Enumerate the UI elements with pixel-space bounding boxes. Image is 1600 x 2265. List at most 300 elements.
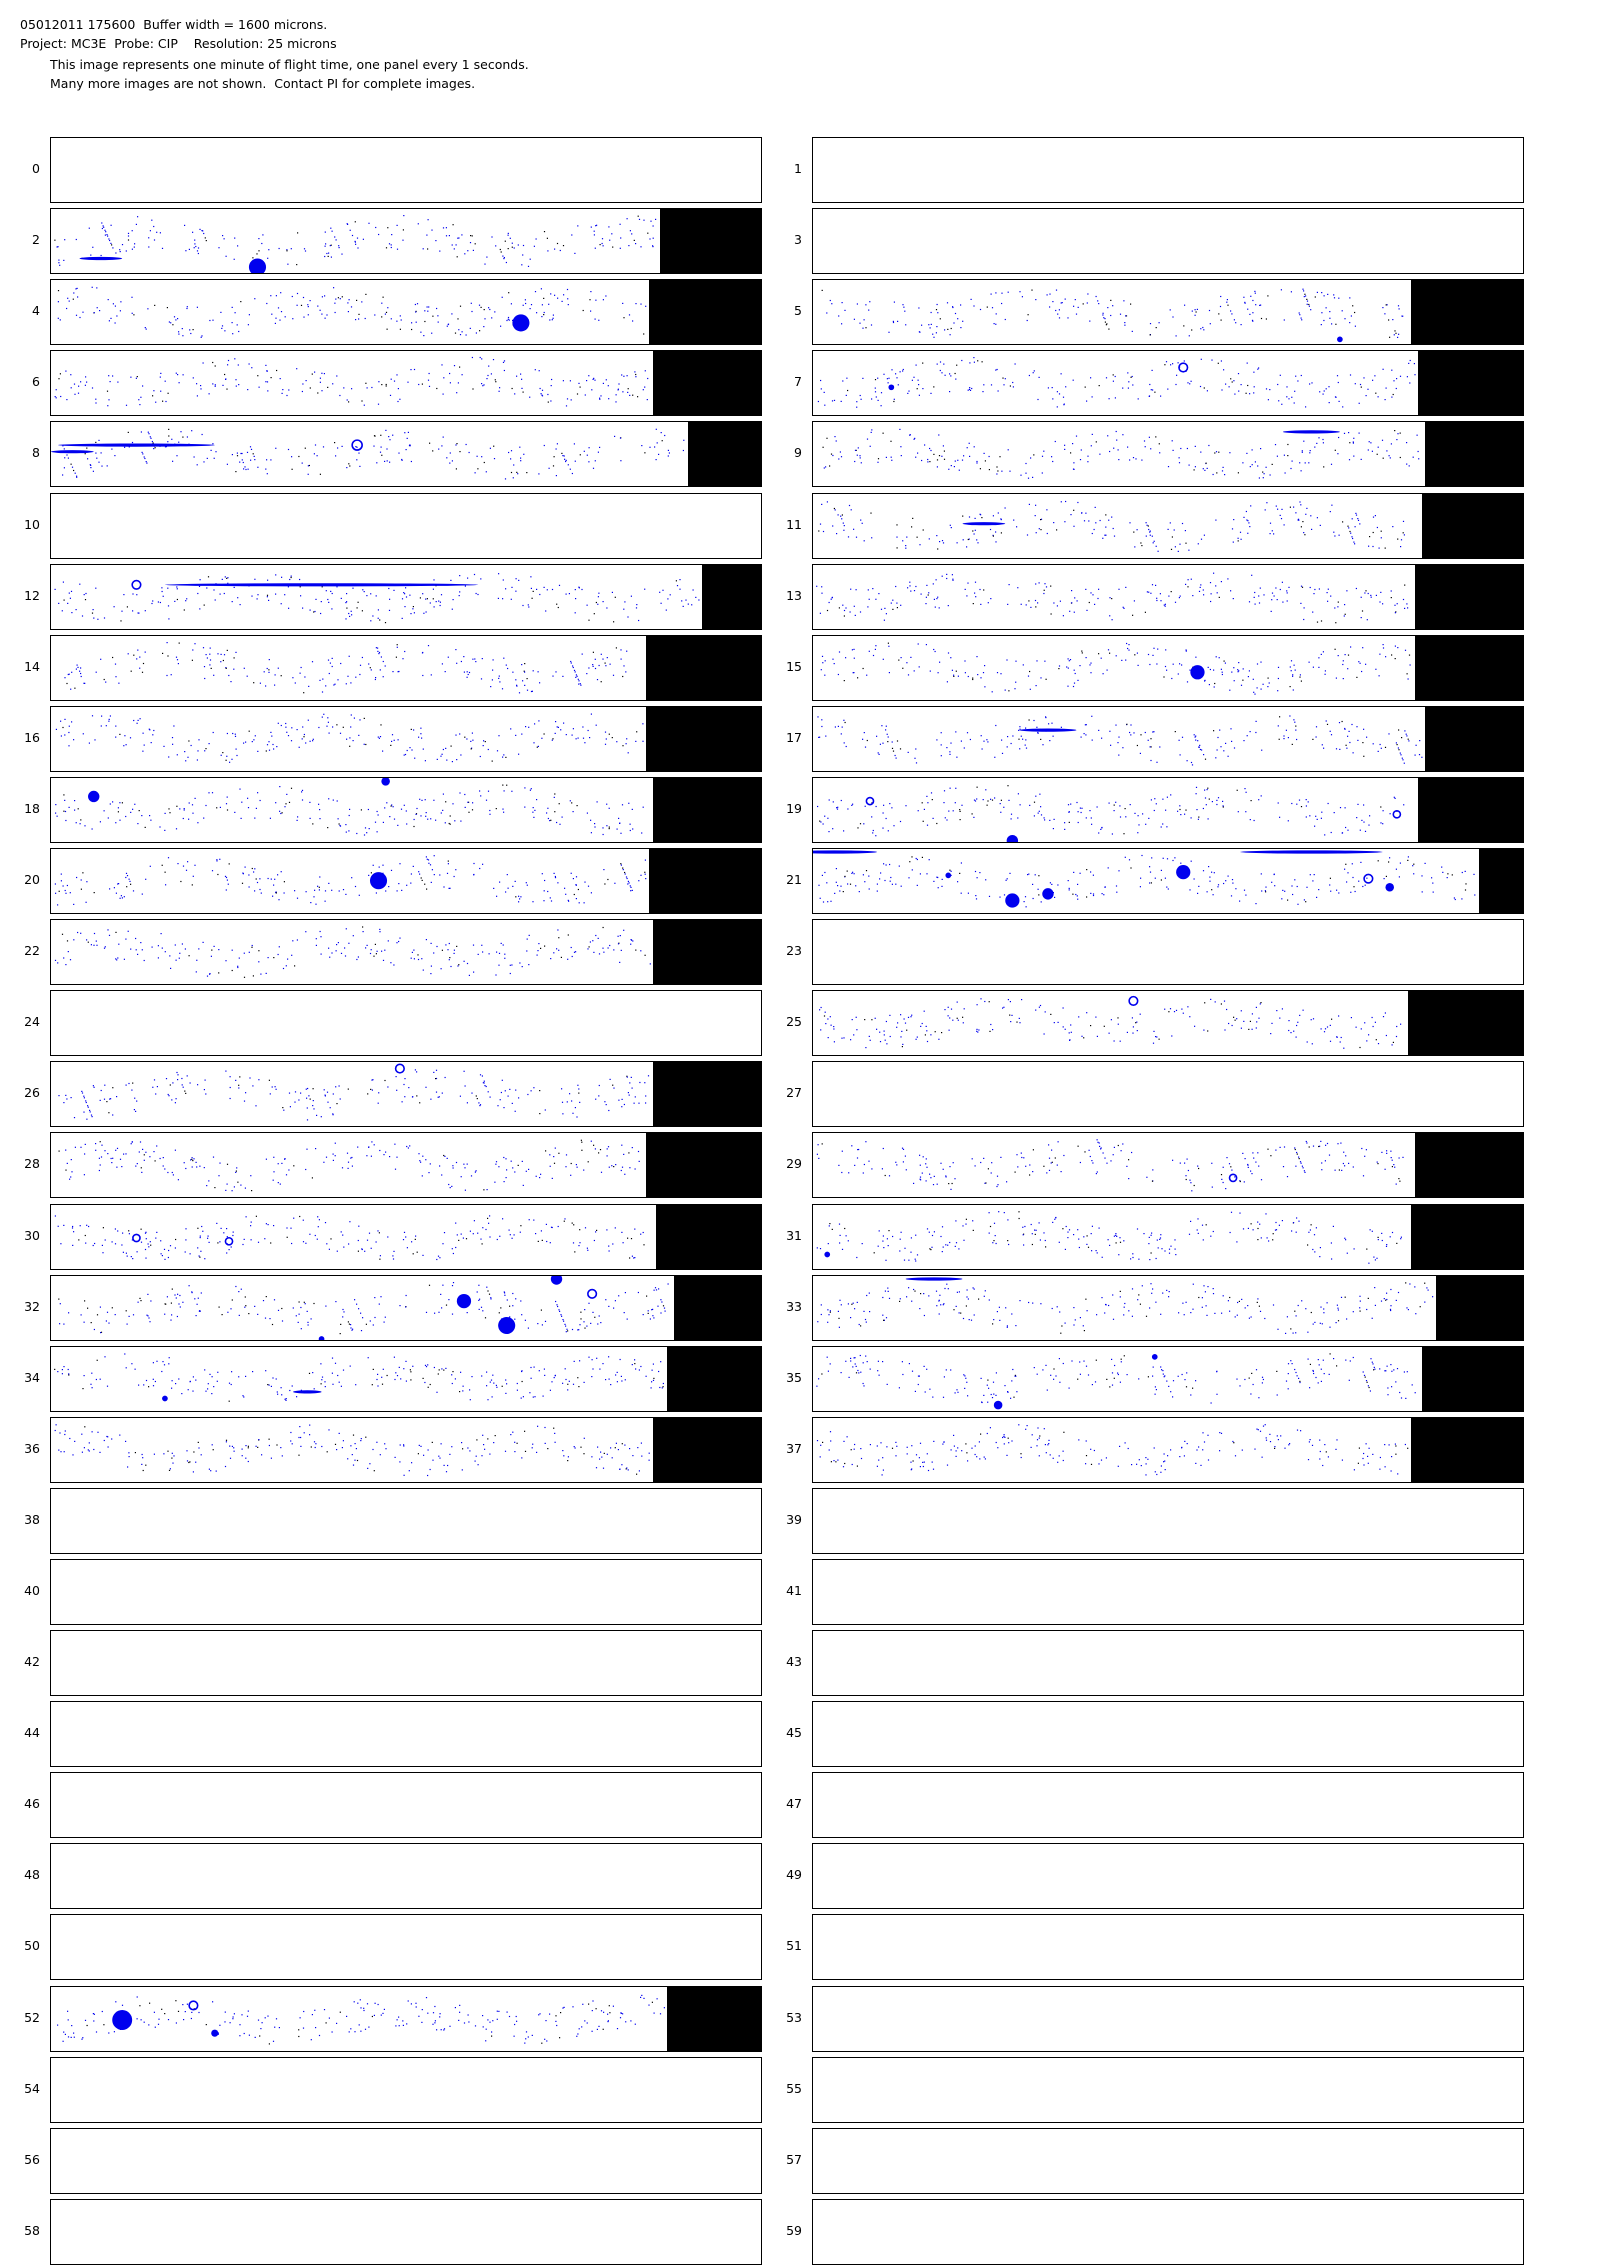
particle-dot	[1339, 401, 1340, 402]
particle-dot	[380, 452, 381, 453]
particle-dot	[872, 588, 873, 589]
particle-dot	[1151, 882, 1152, 883]
particle-dot	[1109, 803, 1110, 804]
particle-dot	[1092, 740, 1093, 741]
particle-dot	[629, 1095, 630, 1096]
particle-dot	[478, 1102, 479, 1103]
particle-dot	[1090, 871, 1091, 872]
particle-dot	[375, 679, 376, 680]
particle-dot	[877, 891, 878, 892]
particle-dot	[303, 736, 304, 737]
particle-dot	[313, 896, 314, 897]
particle-dot	[1028, 314, 1029, 315]
particle-dot	[1408, 740, 1409, 741]
particle-dot	[1349, 442, 1350, 443]
particle-dot	[1173, 664, 1174, 665]
particle-dot	[1144, 440, 1145, 441]
particle-dot	[459, 575, 460, 576]
particle-dot	[323, 714, 324, 715]
particle-dot	[856, 537, 857, 538]
particle-dot	[1290, 468, 1291, 469]
particle-dot	[1372, 1017, 1373, 1018]
particle-dot	[1063, 404, 1064, 405]
particle-dot	[557, 443, 558, 444]
particle-dot	[886, 613, 887, 614]
particle-dot	[349, 809, 350, 810]
particle-dot	[1164, 1009, 1165, 1010]
particle-dot	[167, 642, 168, 643]
particle-dot	[597, 604, 598, 605]
particle-dot	[151, 220, 152, 221]
particle-dot	[1394, 330, 1395, 331]
particle-dot	[1280, 375, 1281, 376]
particle-dot	[441, 445, 442, 446]
particle-dot	[865, 1047, 866, 1048]
particle-dot	[117, 957, 118, 958]
particle-dot	[1206, 463, 1207, 464]
particle-dot	[297, 820, 298, 821]
particle-dot	[421, 738, 422, 739]
particle-dot	[1149, 866, 1150, 867]
particle-dot	[1331, 734, 1332, 735]
particle-dot	[1242, 680, 1243, 681]
particle-dot	[445, 801, 446, 802]
particle-image	[51, 565, 702, 630]
particle-dot	[842, 605, 843, 606]
particle-dot	[916, 365, 917, 366]
particle-dot	[387, 329, 388, 330]
particle-dot	[431, 230, 432, 231]
particle-dot	[244, 953, 245, 954]
particle-dot	[404, 755, 405, 756]
particle-dot	[284, 594, 285, 595]
particle-dot	[1425, 863, 1426, 864]
particle-dot	[241, 818, 242, 819]
particle-dot	[333, 287, 334, 288]
particle-dot	[1297, 1022, 1298, 1023]
particle-dot	[620, 833, 621, 834]
particle-dot	[1199, 591, 1200, 592]
particle-dot	[1366, 1040, 1367, 1041]
particle-dot	[1239, 901, 1240, 902]
particle-dot	[1338, 892, 1339, 893]
particle-dot	[1119, 805, 1120, 806]
particle-dot	[167, 307, 168, 308]
particle-dot	[418, 384, 419, 385]
particle-dot	[502, 1080, 503, 1081]
particle-dot	[531, 588, 532, 589]
particle-dot	[397, 890, 398, 891]
particle-dot	[76, 477, 77, 478]
particle-dot	[1369, 536, 1370, 537]
particle-dot	[1308, 462, 1309, 463]
particle-dot	[556, 475, 557, 476]
particle-dot	[524, 663, 525, 664]
particle-dot	[481, 358, 482, 359]
particle-dot	[229, 863, 230, 864]
particle-dot	[1408, 856, 1409, 857]
particle-dot	[645, 874, 646, 875]
particle-dot	[268, 249, 269, 250]
particle-dot	[420, 728, 421, 729]
particle-dot	[987, 741, 988, 742]
particle-dot	[900, 371, 901, 372]
particle-dot	[482, 951, 483, 952]
particle-dot	[1355, 383, 1356, 384]
particle-dot	[1171, 591, 1172, 592]
particle-dot	[1409, 465, 1410, 466]
particle-dot	[501, 943, 502, 944]
particle-dot	[1107, 307, 1108, 308]
particle-dot	[56, 389, 57, 390]
particle-dot	[1008, 449, 1009, 450]
particle-dot	[277, 874, 278, 875]
particle-dot	[1355, 526, 1356, 527]
particle-dot	[150, 436, 151, 437]
particle-dot	[504, 954, 505, 955]
particle-dot	[376, 462, 377, 463]
particle-dot	[397, 249, 398, 250]
particle-dot	[855, 615, 856, 616]
particle-dot	[178, 442, 179, 443]
particle-dot	[1233, 667, 1234, 668]
particle-dot	[1155, 878, 1156, 879]
particle-dot	[824, 467, 825, 468]
particle-dot	[849, 505, 850, 506]
particle-dot	[837, 885, 838, 886]
particle-dot	[134, 1109, 135, 1110]
particle-dot	[891, 603, 892, 604]
particle-dot	[1356, 726, 1357, 727]
particle-dot	[937, 548, 938, 549]
particle-dot	[654, 446, 655, 447]
particle-dot	[189, 802, 190, 803]
particle-dot	[1039, 528, 1040, 529]
particle-dot	[168, 808, 169, 809]
particle-dot	[430, 1099, 431, 1100]
particle-dot	[1231, 741, 1232, 742]
particle-dot	[480, 357, 481, 358]
particle-dot	[938, 672, 939, 673]
particle-dot	[109, 320, 110, 321]
particle-dot	[605, 732, 606, 733]
particle-dot	[310, 1099, 311, 1100]
particle-dot	[443, 377, 444, 378]
particle-dot	[1156, 600, 1157, 601]
particle-dot	[834, 436, 835, 437]
particle-dot	[234, 238, 235, 239]
particle-dot	[1042, 456, 1043, 457]
particle-dot	[384, 807, 385, 808]
particle-dot	[1016, 1022, 1017, 1023]
particle-dot	[329, 733, 330, 734]
particle-dot	[664, 435, 665, 436]
particle-dot	[189, 329, 190, 330]
particle-dot	[1067, 686, 1068, 687]
particle-dot	[426, 856, 427, 857]
particle-dot	[391, 318, 392, 319]
particle-dot	[473, 874, 474, 875]
particle-dot	[339, 825, 340, 826]
particle-dot	[197, 464, 198, 465]
particle-dot	[56, 729, 57, 730]
particle-dot	[924, 1011, 925, 1012]
particle-dot	[235, 734, 236, 735]
particle-dot	[1381, 537, 1382, 538]
particle-dot	[1293, 689, 1294, 690]
particle-ring	[132, 581, 141, 590]
particle-dot	[1219, 597, 1220, 598]
particle-dot	[645, 1102, 646, 1103]
particle-dot	[245, 469, 246, 470]
particle-dot	[1354, 312, 1355, 313]
particle-dot	[488, 791, 489, 792]
particle-dot	[827, 610, 828, 611]
particle-dot	[824, 675, 825, 676]
particle-dot	[1270, 533, 1271, 534]
particle-dot	[145, 652, 146, 653]
particle-dot	[1357, 804, 1358, 805]
particle-dot	[79, 317, 80, 318]
particle-dot	[1303, 1010, 1304, 1011]
particle-dot	[1309, 306, 1310, 307]
particle-dot	[1270, 1033, 1271, 1034]
particle-dot	[78, 386, 79, 387]
particle-dot	[847, 871, 848, 872]
particle-dot	[1279, 739, 1280, 740]
panel-label: 1	[762, 161, 802, 176]
particle-dot	[1041, 901, 1042, 902]
particle-dot	[979, 589, 980, 590]
particle-dot	[438, 601, 439, 602]
particle-dot	[93, 945, 94, 946]
particle-dot	[891, 807, 892, 808]
particle-dot	[1295, 376, 1296, 377]
particle-dot	[963, 1022, 964, 1023]
particle-dot	[1329, 318, 1330, 319]
particle-dot	[1299, 462, 1300, 463]
particle-dot	[411, 749, 412, 750]
particle-dot	[366, 595, 367, 596]
particle-dot	[472, 235, 473, 236]
particle-dot	[986, 739, 987, 740]
particle-dot	[669, 452, 670, 453]
particle-dot	[489, 810, 490, 811]
particle-dot	[1052, 461, 1053, 462]
particle-dot	[1053, 602, 1054, 603]
particle-dot	[1016, 526, 1017, 527]
particle-dot	[458, 382, 459, 383]
particle-dot	[530, 259, 531, 260]
particle-dot	[825, 1023, 826, 1024]
particle-dot	[191, 745, 192, 746]
particle-dot	[315, 444, 316, 445]
particle-dot	[1108, 520, 1109, 521]
particle-dot	[346, 467, 347, 468]
particle-dot	[1211, 889, 1212, 890]
particle-dot	[603, 383, 604, 384]
particle-dot	[206, 654, 207, 655]
particle-dot	[302, 790, 303, 791]
particle-dot	[1012, 735, 1013, 736]
particle-dot	[425, 599, 426, 600]
particle-dot	[249, 363, 250, 364]
particle-dot	[180, 431, 181, 432]
particle-dot	[603, 245, 604, 246]
particle-dot	[598, 596, 599, 597]
particle-dot	[330, 663, 331, 664]
particle-dot	[1394, 605, 1395, 606]
particle-dot	[172, 461, 173, 462]
particle-dot	[980, 514, 981, 515]
panel-label: 5	[762, 303, 802, 318]
particle-dot	[318, 727, 319, 728]
particle-dot	[297, 729, 298, 730]
particle-dot	[1155, 436, 1156, 437]
particle-dot	[949, 373, 950, 374]
particle-dot	[515, 679, 516, 680]
particle-dot	[817, 716, 818, 717]
particle-dot	[1064, 449, 1065, 450]
particle-dot	[80, 819, 81, 820]
particle-dot	[1085, 589, 1086, 590]
particle-dot	[1288, 587, 1289, 588]
particle-dot	[261, 893, 262, 894]
particle-dot	[918, 307, 919, 308]
particle-dot	[641, 832, 642, 833]
particle-dot	[635, 303, 636, 304]
particle-dot	[298, 456, 299, 457]
particle-dot	[1189, 889, 1190, 890]
particle-dot	[346, 601, 347, 602]
particle-dot	[185, 948, 186, 949]
particle-dot	[1148, 740, 1149, 741]
particle-dot	[843, 530, 844, 531]
particle-dot	[547, 589, 548, 590]
particle-dot	[415, 304, 416, 305]
particle-dot	[1107, 435, 1108, 436]
particle-dot	[279, 248, 280, 249]
particle-dot	[1125, 315, 1126, 316]
particle-dot	[1149, 882, 1150, 883]
particle-dot	[297, 305, 298, 306]
particle-dot	[449, 463, 450, 464]
particle-dot	[1217, 749, 1218, 750]
particle-dot	[486, 378, 487, 379]
particle-dot	[447, 873, 448, 874]
particle-dot	[853, 672, 854, 673]
particle-dot	[1396, 742, 1397, 743]
particle-dot	[225, 378, 226, 379]
particle-dot	[68, 951, 69, 952]
particle-dot	[1105, 886, 1106, 887]
particle-dot	[326, 726, 327, 727]
particle-dot	[827, 501, 828, 502]
particle-dot	[1233, 598, 1234, 599]
particle-dot	[389, 610, 390, 611]
particle-dot	[467, 1102, 468, 1103]
particle-dot	[834, 893, 835, 894]
particle-dot	[407, 438, 408, 439]
particle-dot	[68, 674, 69, 675]
particle-dot	[635, 243, 636, 244]
particle-dot	[85, 376, 86, 377]
particle-dot	[243, 743, 244, 744]
particle-dot	[320, 310, 321, 311]
particle-dot	[132, 809, 133, 810]
particle-dot	[441, 594, 442, 595]
particle-dot	[416, 814, 417, 815]
particle-dot	[477, 1098, 478, 1099]
particle-dot	[1109, 731, 1110, 732]
particle-dot	[1118, 737, 1119, 738]
particle-dot	[1327, 294, 1328, 295]
particle-dot	[1101, 738, 1102, 739]
particle-dot	[1465, 883, 1466, 884]
particle-dot	[88, 942, 89, 943]
particle-dot	[985, 789, 986, 790]
particle-dot	[310, 902, 311, 903]
particle-dot	[1098, 730, 1099, 731]
particle-dot	[1318, 667, 1319, 668]
particle-dot	[455, 869, 456, 870]
particle-dot	[422, 880, 423, 881]
particle-dot	[350, 230, 351, 231]
particle-dot	[1396, 869, 1397, 870]
particle-dot	[508, 1096, 509, 1097]
particle-dot	[481, 383, 482, 384]
particle-dot	[55, 396, 56, 397]
particle-dot	[1008, 800, 1009, 801]
particle-dot	[1213, 730, 1214, 731]
particle-dot	[946, 819, 947, 820]
particle-dot	[983, 589, 984, 590]
particle-dot	[1397, 603, 1398, 604]
particle-dot	[365, 318, 366, 319]
particle-dot	[968, 676, 969, 677]
particle-dot	[102, 228, 103, 229]
particle-dot	[412, 1096, 413, 1097]
particle-dot	[412, 608, 413, 609]
particle-dot	[1326, 307, 1327, 308]
particle-dot	[421, 800, 422, 801]
particle-dot	[71, 591, 72, 592]
particle-dot	[1129, 522, 1130, 523]
particle-dot	[249, 1077, 250, 1078]
particle-dot	[65, 964, 66, 965]
particle-dot	[532, 812, 533, 813]
particle-dot	[515, 1111, 516, 1112]
particle-dot	[948, 1015, 949, 1016]
particle-dot	[402, 658, 403, 659]
particle-dot	[1382, 307, 1383, 308]
particle-dot	[511, 450, 512, 451]
particle-dot	[1389, 455, 1390, 456]
particle-dot	[882, 743, 883, 744]
particle-dot	[1094, 604, 1095, 605]
particle-dot	[90, 1111, 91, 1112]
particle-dot	[557, 726, 558, 727]
particle-dot	[378, 653, 379, 654]
particle-dot	[350, 726, 351, 727]
particle-dot	[87, 458, 88, 459]
particle-dot	[589, 299, 590, 300]
particle-dot	[1070, 452, 1071, 453]
particle-dot	[628, 388, 629, 389]
particle-dot	[104, 948, 105, 949]
particle-dot	[903, 369, 904, 370]
particle-dot	[1182, 737, 1183, 738]
